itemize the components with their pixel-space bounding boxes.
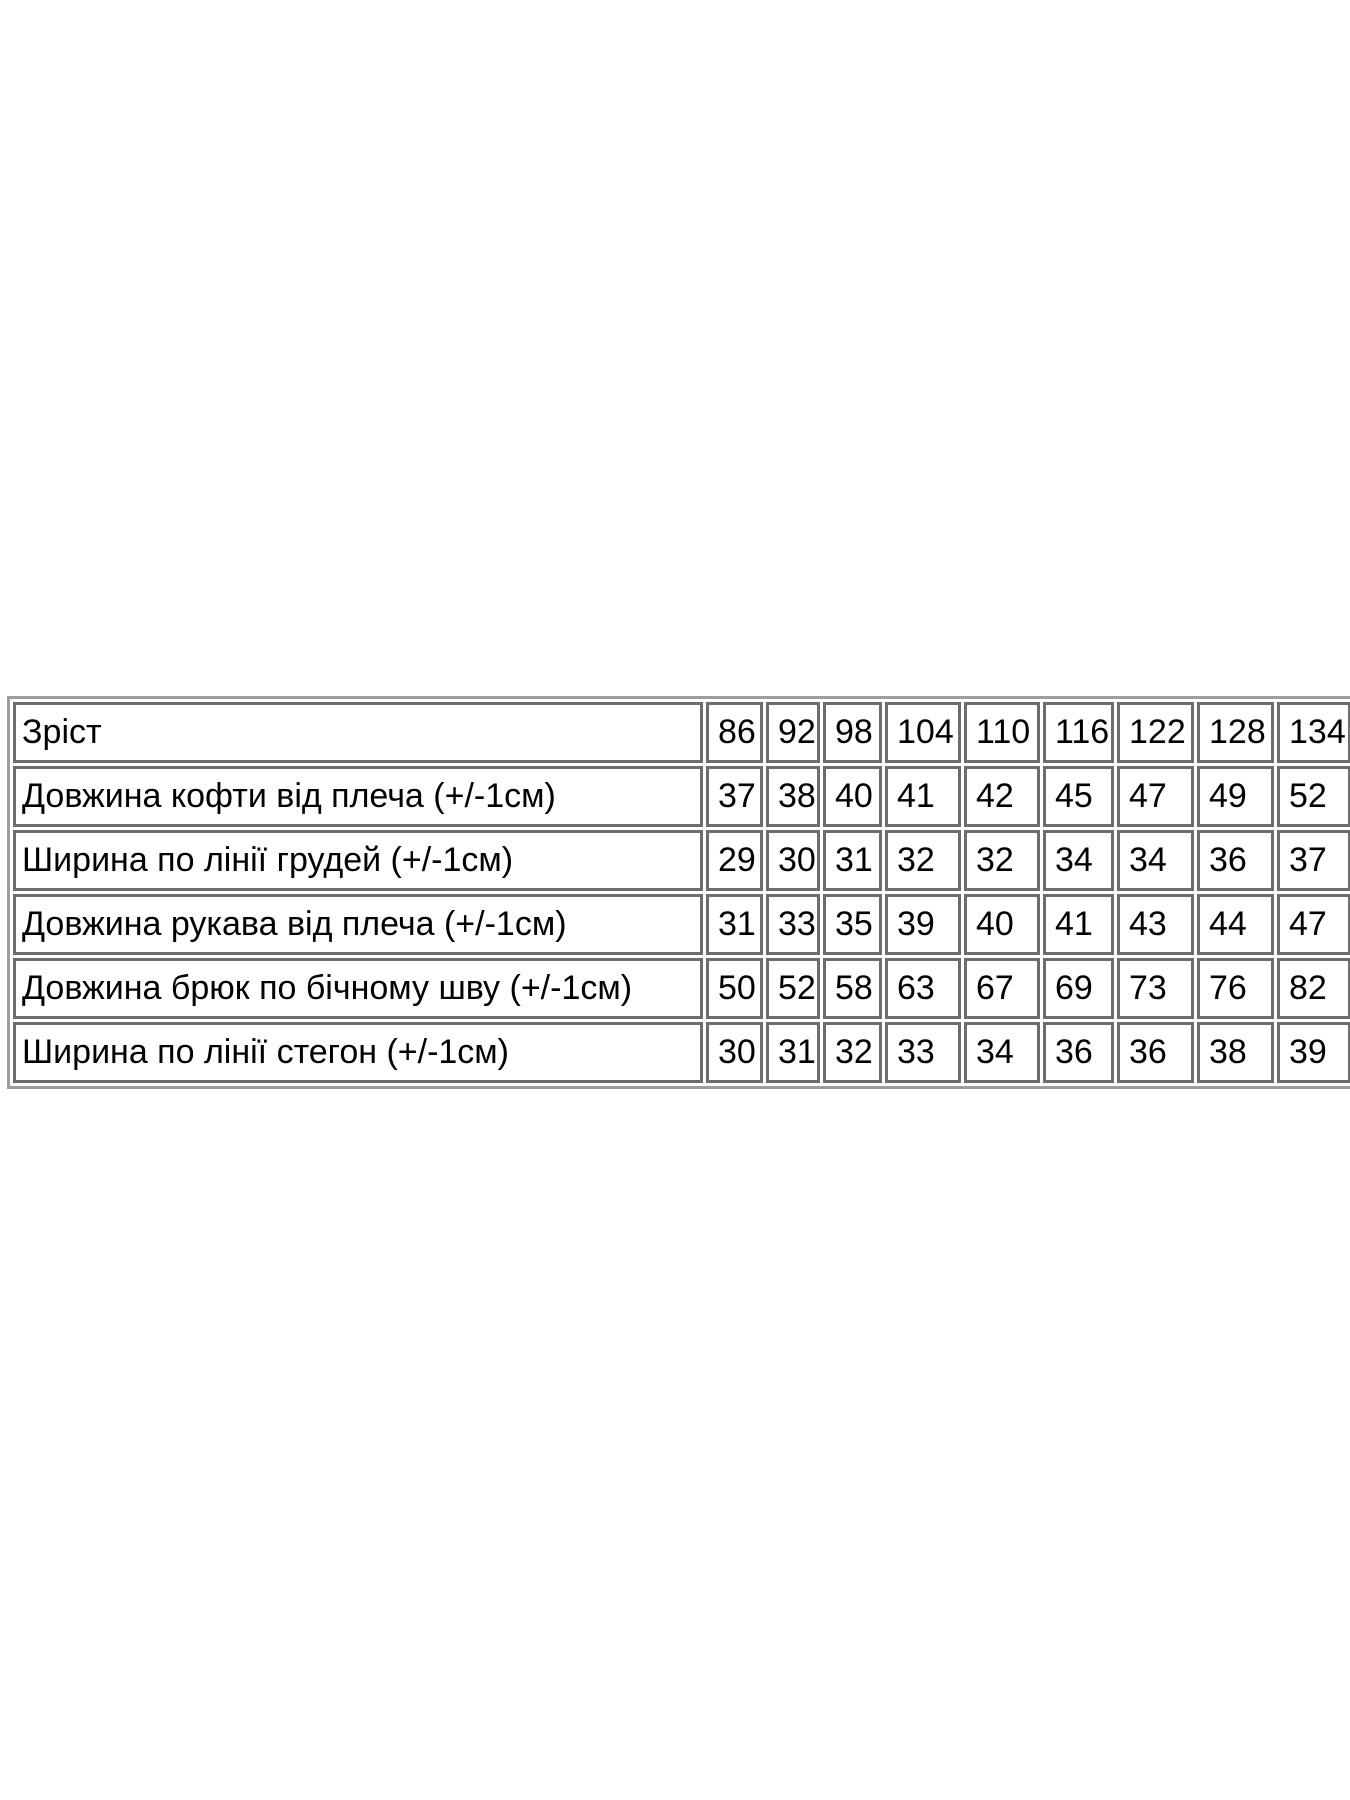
value-cell: 38: [1197, 1022, 1274, 1083]
size-header-cell: 128: [1197, 702, 1274, 763]
value-cell: 31: [766, 1022, 820, 1083]
value-cell: 44: [1197, 894, 1274, 955]
value-cell: 43: [1117, 894, 1194, 955]
value-cell: 34: [1117, 830, 1194, 891]
value-cell: 63: [885, 958, 961, 1019]
size-chart-section: [7, 696, 1348, 1089]
value-cell: 41: [885, 766, 961, 827]
value-cell: 47: [1117, 766, 1194, 827]
table-row: [13, 894, 1350, 955]
row-label-cell: Ширина по лінії стегон (+/-1см): [13, 1022, 703, 1083]
size-header-cell: 110: [964, 702, 1040, 763]
value-cell: 34: [964, 1022, 1040, 1083]
value-cell: 31: [706, 894, 763, 955]
size-header-cell: 104: [885, 702, 961, 763]
value-cell: 82: [1277, 958, 1350, 1019]
value-cell: 67: [964, 958, 1040, 1019]
value-cell: 58: [823, 958, 882, 1019]
value-cell: 45: [1043, 766, 1114, 827]
value-cell: 33: [766, 894, 820, 955]
value-cell: 40: [964, 894, 1040, 955]
value-cell: 52: [766, 958, 820, 1019]
row-label-cell: Довжина кофти від плеча (+/-1см): [13, 766, 703, 827]
value-cell: 32: [823, 1022, 882, 1083]
value-cell: 37: [706, 766, 763, 827]
value-cell: 47: [1277, 894, 1350, 955]
value-cell: 37: [1277, 830, 1350, 891]
value-cell: 69: [1043, 958, 1114, 1019]
row-label-cell: Зріст: [13, 702, 703, 763]
value-cell: 35: [823, 894, 882, 955]
value-cell: 29: [706, 830, 763, 891]
value-cell: 41: [1043, 894, 1114, 955]
value-cell: 32: [885, 830, 961, 891]
value-cell: 42: [964, 766, 1040, 827]
size-header-cell: 86: [706, 702, 763, 763]
row-label-cell: Ширина по лінії грудей (+/-1см): [13, 830, 703, 891]
row-label-cell: Довжина рукава від плеча (+/-1см): [13, 894, 703, 955]
value-cell: 38: [766, 766, 820, 827]
size-header-cell: 134: [1277, 702, 1350, 763]
size-header-cell: 122: [1117, 702, 1194, 763]
value-cell: 31: [823, 830, 882, 891]
table-row: [13, 766, 1350, 827]
table-row: [13, 830, 1350, 891]
value-cell: 32: [964, 830, 1040, 891]
size-header-cell: 98: [823, 702, 882, 763]
value-cell: 33: [885, 1022, 961, 1083]
value-cell: 36: [1197, 830, 1274, 891]
value-cell: 52: [1277, 766, 1350, 827]
value-cell: 30: [766, 830, 820, 891]
row-label-cell: Довжина брюк по бічному шву (+/-1см): [13, 958, 703, 1019]
value-cell: 49: [1197, 766, 1274, 827]
size-chart-table-body: [13, 702, 1350, 1083]
size-chart-table: [7, 696, 1350, 1089]
header-row: [13, 702, 1350, 763]
size-header-cell: 92: [766, 702, 820, 763]
table-row: [13, 958, 1350, 1019]
value-cell: 40: [823, 766, 882, 827]
value-cell: 73: [1117, 958, 1194, 1019]
value-cell: 36: [1117, 1022, 1194, 1083]
table-row: [13, 1022, 1350, 1083]
value-cell: 36: [1043, 1022, 1114, 1083]
value-cell: 50: [706, 958, 763, 1019]
value-cell: 34: [1043, 830, 1114, 891]
value-cell: 39: [885, 894, 961, 955]
size-header-cell: 116: [1043, 702, 1114, 763]
value-cell: 76: [1197, 958, 1274, 1019]
value-cell: 30: [706, 1022, 763, 1083]
value-cell: 39: [1277, 1022, 1350, 1083]
